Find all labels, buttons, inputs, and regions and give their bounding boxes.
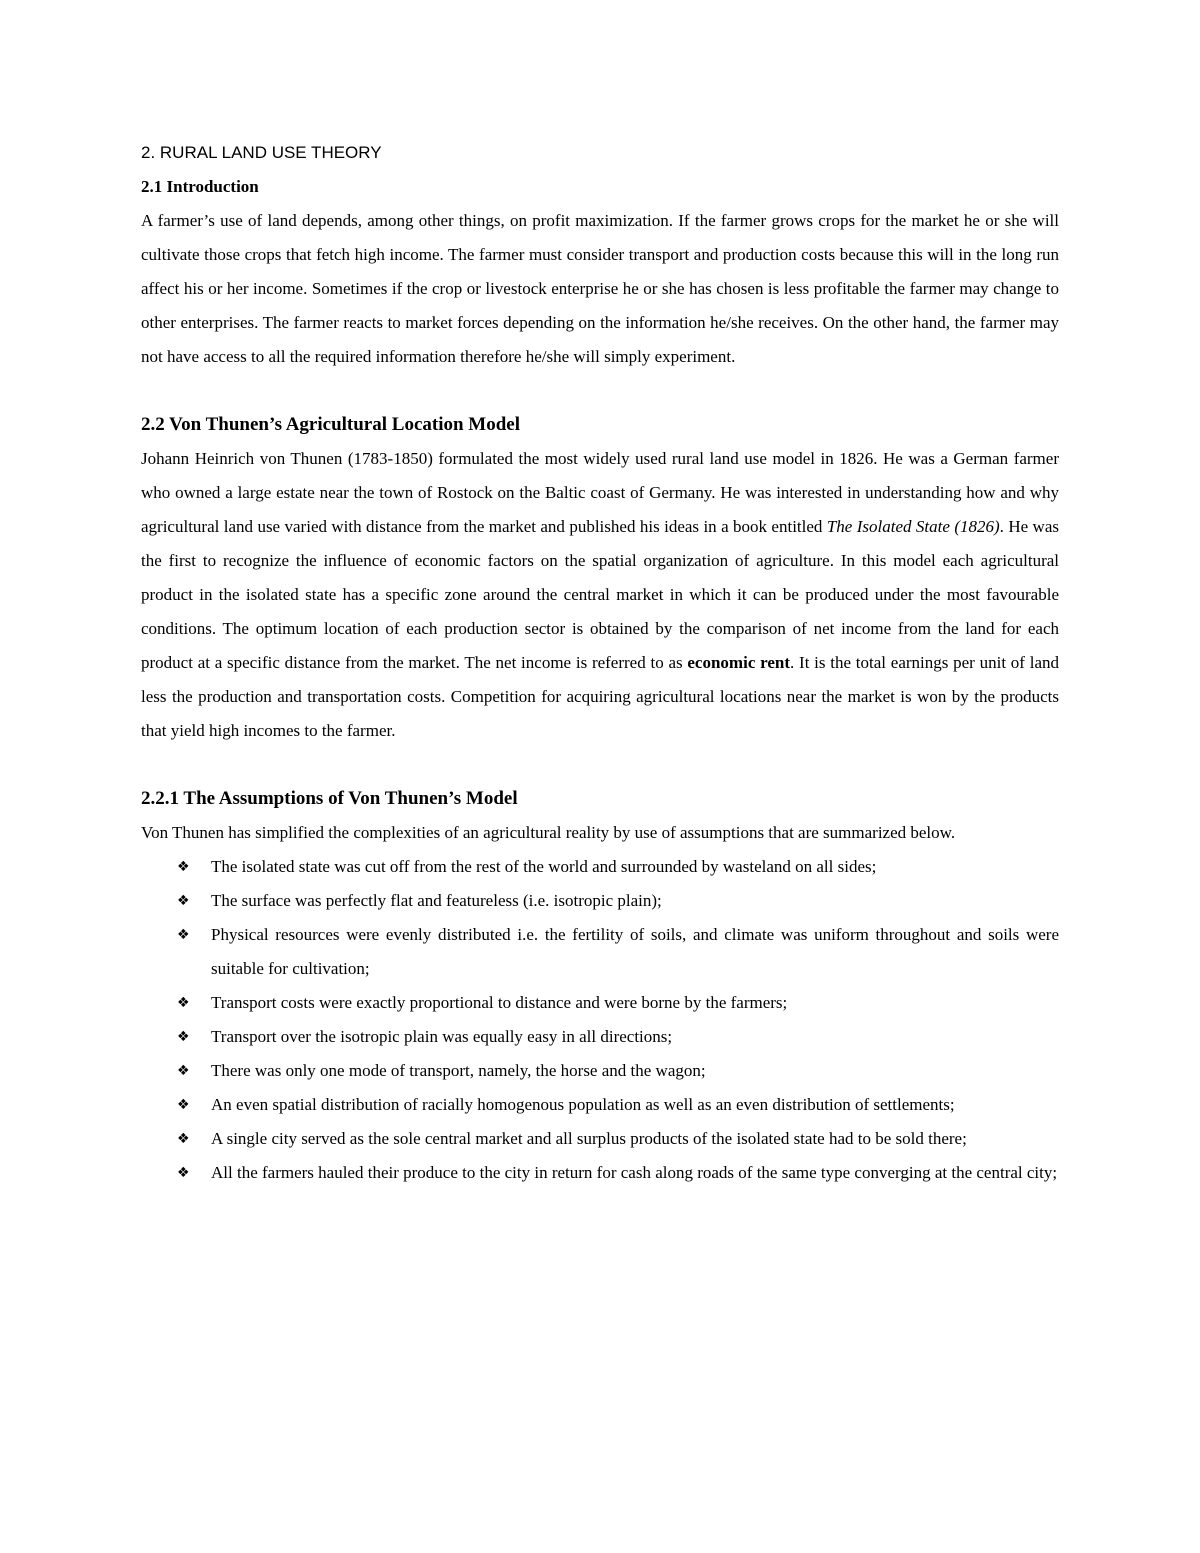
diamond-bullet-icon: ❖ — [177, 1063, 190, 1079]
diamond-bullet-icon: ❖ — [177, 893, 190, 909]
section-heading-assumptions: 2.2.1 The Assumptions of Von Thunen’s Model — [141, 788, 518, 809]
assumption-text: An even spatial distribution of racially homogenous population as well as an even distribution of settlements; — [211, 1095, 955, 1114]
assumption-item — [141, 918, 1059, 986]
assumption-item — [141, 1054, 1059, 1088]
section-heading-von-thunen-model: 2.2 Von Thunen’s Agricultural Location Model — [141, 414, 521, 435]
assumption-item — [141, 850, 1059, 884]
assumption-item — [141, 884, 1059, 918]
diamond-bullet-icon: ❖ — [177, 859, 190, 875]
section-heading-introduction: 2.1 Introduction — [141, 177, 259, 196]
assumptions-list — [141, 850, 1059, 1190]
spacer — [141, 374, 1059, 408]
assumption-item — [141, 1156, 1059, 1190]
assumption-item — [141, 1122, 1059, 1156]
diamond-bullet-icon: ❖ — [177, 995, 190, 1011]
assumption-text: All the farmers hauled their produce to the city in return for cash along roads of the same type converging at the central city; — [211, 1163, 1058, 1182]
assumptions-intro: Von Thunen has simplified the complexities of an agricultural reality by use of assumptions that are summarized below. — [141, 823, 956, 842]
diamond-bullet-icon: ❖ — [177, 1029, 190, 1045]
assumption-text: Physical resources were evenly distributed i.e. the fertility of soils, and climate was uniform throughout and soils were suitable for cultivation; — [211, 925, 1059, 978]
document-page — [141, 136, 1059, 1190]
assumption-text: Transport costs were exactly proportional to distance and were borne by the farmers; — [211, 993, 788, 1012]
introduction-paragraph: A farmer’s use of land depends, among other things, on profit maximization. If the farmer grows crops for the market he or she will cultivate those crops that fetch high income. The farmer must consider transport and production costs because this will in the long run affect his or her income. Sometimes if the crop or livestock enterprise he or she has chosen is less profitable the farmer may change to other enterprises. The farmer reacts to market forces depending on the information he/she receives. On the other hand, the farmer may not have access to all the required information therefore he/she will simply experiment. — [141, 211, 1059, 366]
model-text-part-1: Johann Heinrich von Thunen (1783-1850) formulated the most widely used rural land use model in 1826. He was a German farmer who owned a large estate near the town of Rostock on the Baltic coast of Germany. He was interested in understanding how and why agricultural land use varied with distance from the market and published his ideas in a book entitled — [141, 449, 1059, 536]
model-text-part-2: . He was the first to recognize the influence of economic factors on the spatial organization of agriculture. In this model each agricultural product in the isolated state has a specific zone around the central market in which it can be produced under the most favourable conditions. The optimum location of each production sector is obtained by the comparison of net income from the land for each product at a specific distance from the market. The net income is referred to as — [141, 517, 1059, 672]
model-text-part-3: . It is the total earnings per unit of land less the production and transportation costs. Competition for acquiring agricultural locations near the market is won by the products that yield high incomes to the farmer. — [141, 653, 1059, 740]
diamond-bullet-icon: ❖ — [177, 1165, 190, 1181]
spacer — [141, 748, 1059, 782]
book-title: The Isolated State (1826) — [826, 517, 1000, 536]
assumption-text: The isolated state was cut off from the rest of the world and surrounded by wasteland on all sides; — [211, 857, 877, 876]
assumption-item — [141, 986, 1059, 1020]
von-thunen-model-paragraph — [141, 442, 1059, 748]
chapter-title: 2. RURAL LAND USE THEORY — [141, 143, 382, 162]
assumption-item — [141, 1020, 1059, 1054]
assumption-text: There was only one mode of transport, namely, the horse and the wagon; — [211, 1061, 706, 1080]
assumption-text: Transport over the isotropic plain was equally easy in all directions; — [211, 1027, 673, 1046]
assumption-text: A single city served as the sole central market and all surplus products of the isolated state had to be sold there; — [211, 1129, 967, 1148]
assumption-item — [141, 1088, 1059, 1122]
diamond-bullet-icon: ❖ — [177, 1131, 190, 1147]
diamond-bullet-icon: ❖ — [177, 927, 190, 943]
key-term-economic-rent: economic rent — [687, 653, 791, 672]
assumption-text: The surface was perfectly flat and featureless (i.e. isotropic plain); — [211, 891, 662, 910]
diamond-bullet-icon: ❖ — [177, 1097, 190, 1113]
